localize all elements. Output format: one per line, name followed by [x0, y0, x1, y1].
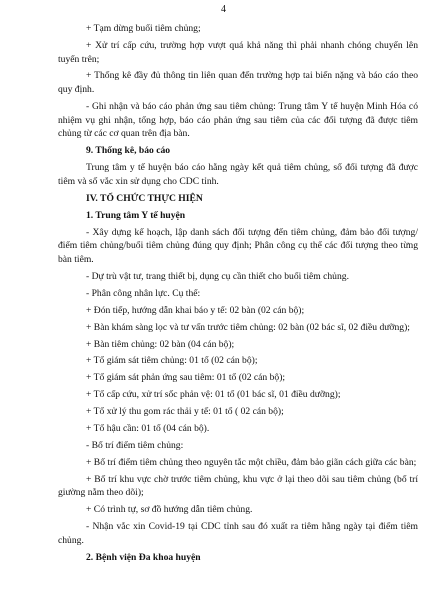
- paragraph: - Dự trù vật tư, trang thiết bị, dụng cụ cần thiết cho buổi tiêm chủng.: [86, 270, 349, 282]
- paragraph: + Có trình tự, sơ đồ hướng dẫn tiêm chủng.: [86, 504, 253, 516]
- paragraph: - Nhận vắc xin Covid-19 tại CDC tỉnh sau đó xuất ra tiêm hằng ngày tại điểm tiêm chủng.: [58, 521, 418, 546]
- paragraph: + Thống kê đầy đủ thông tin liên quan đến trường hợp tai biến nặng và báo cáo theo quy định.: [58, 70, 418, 96]
- paragraph: Trung tâm y tế huyện báo cáo hằng ngày kết quả tiêm chủng, số đối tượng đã được tiêm và số vắc xin sử dụng cho CDC tỉnh.: [58, 162, 418, 187]
- paragraph: + Tổ cấp cứu, xử trí sốc phản vệ: 01 tổ (01 bác sĩ, 01 điều dưỡng);: [86, 389, 341, 401]
- document-body: [58, 22, 418, 568]
- paragraph: + Đón tiếp, hướng dẫn khai báo y tế: 02 bàn (02 cán bộ);: [86, 304, 305, 316]
- paragraph: - Ghi nhận và báo cáo phản ứng sau tiêm chủng: Trung tâm Y tế huyện Minh Hóa có nhiệm vụ ghi nhận, tổng hợp, báo cáo phản ứng sau tiêm của các đối tượng đã được tiêm chủng từ các cơ quan trên địa bàn.: [58, 101, 418, 140]
- paragraph: + Tổ giám sát tiêm chủng: 01 tổ (02 cán bộ);: [86, 355, 258, 367]
- paragraph: + Tổ xử lý thu gom rác thải y tế: 01 tổ ( 02 cán bộ);: [86, 406, 284, 418]
- page-number: 4: [221, 4, 226, 15]
- section-heading: 1. Trung tâm Y tế huyện: [86, 209, 186, 221]
- paragraph: - Phân công nhân lực. Cụ thể:: [86, 287, 201, 299]
- paragraph: + Bố trí điểm tiêm chủng theo nguyên tắc một chiều, đảm bảo giãn cách giữa các bàn;: [86, 456, 417, 468]
- paragraph: + Bàn khám sàng lọc và tư vấn trước tiêm chủng: 02 bàn (02 bác sĩ, 02 điều dưỡng);: [86, 321, 410, 333]
- paragraph: + Bàn tiêm chủng: 02 bàn (04 cán bộ);: [86, 338, 235, 350]
- paragraph: - Xây dựng kế hoạch, lập danh sách đối tượng đến tiêm chủng, đảm bảo đối tượng/điểm tiêm chủng/buổi tiêm chủng đúng quy định; Phân công cụ thể các đối tượng theo từng bàn tiêm.: [58, 226, 418, 266]
- section-heading: 9. Thống kê, báo cáo: [86, 145, 171, 157]
- paragraph: + Tạm dừng buổi tiêm chủng;: [86, 23, 201, 34]
- section-heading: 2. Bệnh viện Đa khoa huyện: [86, 551, 201, 563]
- paragraph: + Tổ hậu cần: 01 tổ (04 cán bộ).: [86, 422, 210, 434]
- paragraph: - Bố trí điểm tiêm chủng:: [86, 439, 184, 451]
- paragraph: + Xử trí cấp cứu, trường hợp vượt quá khả năng thì phải nhanh chóng chuyển lên tuyến trên;: [58, 39, 418, 65]
- paragraph: + Tổ giám sát phản ứng sau tiêm: 01 tổ (02 cán bộ);: [86, 372, 286, 384]
- section-heading: IV. TỔ CHỨC THỰC HIỆN: [86, 192, 203, 204]
- paragraph: + Bố trí khu vực chờ trước tiêm chủng, khu vực ở lại theo dõi sau tiêm chủng (bố trí giường nằm theo dõi);: [58, 473, 418, 499]
